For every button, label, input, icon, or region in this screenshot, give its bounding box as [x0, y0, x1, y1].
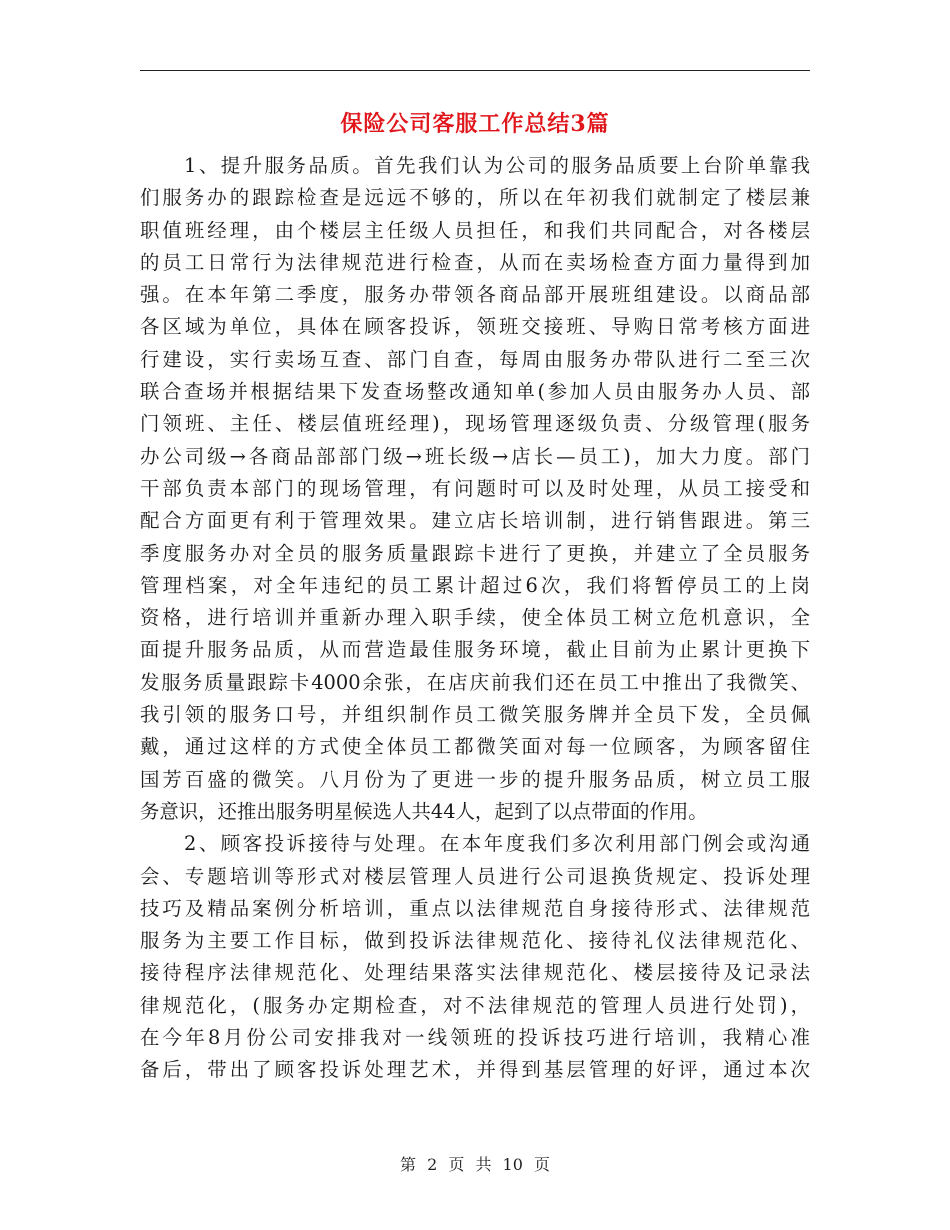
- text-line: 干部负责本部门的现场管理，有问题时可以及时处理，从员工接受和: [140, 476, 810, 500]
- text-line: 行建设，实行卖场互查、部门自查，每周由服务办带队进行二至三次: [140, 347, 810, 371]
- text-line: 我引领的服务口号，并组织制作员工微笑服务牌并全员下发，全员佩: [140, 703, 810, 727]
- text-line: 在今年8月份公司安排我对一线领班的投诉技巧进行培训，我精心准: [140, 1026, 810, 1050]
- text-line: 们服务办的跟踪检查是远远不够的，所以在年初我们就制定了楼层兼: [140, 186, 810, 210]
- text-line: 办公司级→各商品部部门级→班长级→店长—员工)，加大力度。部门: [140, 444, 810, 468]
- text-line: 会、专题培训等形式对楼层管理人员进行公司退换货规定、投诉处理: [140, 864, 810, 888]
- document-body: [140, 150, 810, 1087]
- text-line: 服务为主要工作目标，做到投诉法律规范化、接待礼仪法律规范化、: [140, 929, 810, 953]
- text-line: 戴，通过这样的方式使全体员工都微笑面对每一位顾客，为顾客留住: [140, 735, 810, 759]
- text-line: 季度服务办对全员的服务质量跟踪卡进行了更换，并建立了全员服务: [140, 541, 810, 565]
- text-line: 面提升服务品质，从而营造最佳服务环境，截止目前为止累计更换下: [140, 638, 810, 662]
- text-line: 配合方面更有利于管理效果。建立店长培训制，进行销售跟进。第三: [140, 509, 810, 533]
- text-line: 务意识，还推出服务明星候选人共44人，起到了以点带面的作用。: [140, 799, 708, 823]
- text-line: 资格，进行培训并重新办理入职手续，使全体员工树立危机意识，全: [140, 606, 810, 630]
- text-line: 职值班经理，由个楼层主任级人员担任，和我们共同配合，对各楼层: [140, 218, 810, 242]
- text-line: 门领班、主任、楼层值班经理)，现场管理逐级负责、分级管理(服务: [140, 412, 810, 436]
- text-line: 各区域为单位，具体在顾客投诉，领班交接班、导购日常考核方面进: [140, 315, 810, 339]
- header-rule: [140, 70, 810, 71]
- text-line: 联合查场并根据结果下发查场整改通知单(参加人员由服务办人员、部: [140, 380, 810, 404]
- text-line: 强。在本年第二季度，服务办带领各商品部开展班组建设。以商品部: [140, 283, 810, 307]
- document-title: 保险公司客服工作总结3篇: [340, 111, 610, 137]
- text-line: 2、顾客投诉接待与处理。在本年度我们多次利用部门例会或沟通: [184, 832, 810, 856]
- text-line: 备后，带出了顾客投诉处理艺术，并得到基层管理的好评，通过本次: [140, 1058, 810, 1082]
- page-number-footer: 第 2 页 共 10 页: [400, 1155, 550, 1174]
- text-line: 1、提升服务品质。首先我们认为公司的服务品质要上台阶单靠我: [184, 154, 810, 177]
- text-line: 国芳百盛的微笑。八月份为了更进一步的提升服务品质，树立员工服: [140, 767, 810, 791]
- text-line: 接待程序法律规范化、处理结果落实法律规范化、楼层接待及记录法: [140, 961, 810, 985]
- text-line: 的员工日常行为法律规范进行检查，从而在卖场检查方面力量得到加: [140, 250, 810, 274]
- text-line: 发服务质量跟踪卡4000余张，在店庆前我们还在员工中推出了我微笑、: [140, 670, 810, 694]
- text-line: 律规范化，(服务办定期检查，对不法律规范的管理人员进行处罚)，: [140, 993, 810, 1017]
- text-line: 管理档案，对全年违纪的员工累计超过6次，我们将暂停员工的上岗: [140, 573, 810, 597]
- text-line: 技巧及精品案例分析培训，重点以法律规范自身接待形式、法律规范: [140, 896, 810, 920]
